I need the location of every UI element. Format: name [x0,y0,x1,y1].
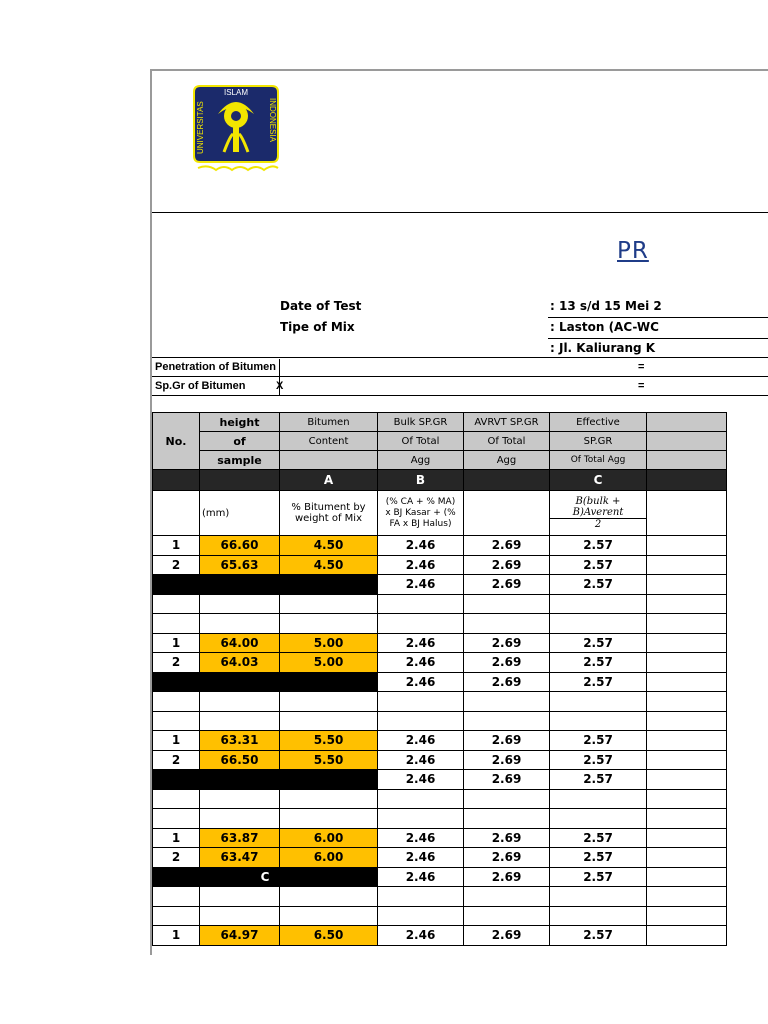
table-row [153,731,727,751]
empty-cell [280,906,378,926]
empty-cell [464,614,550,634]
date-value: : 13 s/d 15 Mei 2 [550,299,662,313]
logo-text-right: INDONESIA [268,98,277,143]
empty-cell [280,692,378,712]
unit-formula [550,491,647,536]
empty-cell [200,809,280,829]
empty-cell [378,906,464,926]
logo-text-top: ISLAM [223,88,249,97]
empty-cell [153,711,200,731]
row-no: 1 [153,828,200,848]
empty-cell [378,692,464,712]
header-eff-3: Of Total Agg [550,451,647,470]
header-height-3: sample [200,451,280,470]
average-label [153,770,378,790]
row-avrvt-spgr: 2.69 [464,555,550,575]
average-effective-spgr: 2.57 [550,867,647,887]
row-extra [647,633,727,653]
empty-cell [647,614,727,634]
average-row [153,770,727,790]
row-height: 63.31 [200,731,280,751]
row-effective-spgr: 2.57 [550,750,647,770]
empty-cell [200,692,280,712]
header-eff-1: Effective [550,413,647,432]
row-bulk-spgr: 2.46 [378,731,464,751]
row-bulk-spgr: 2.46 [378,633,464,653]
header-eff-2: SP.GR [550,432,647,451]
empty-cell [200,614,280,634]
average-row [153,867,727,887]
unit-height: (mm) [200,491,280,536]
row-avrvt-spgr: 2.69 [464,731,550,751]
header-avrvt-1: AVRVT SP.GR [464,413,550,432]
row-no: 2 [153,848,200,868]
spreadsheet-page [150,69,768,955]
empty-cell [550,906,647,926]
mix-value: : Laston (AC-WC [550,320,659,334]
empty-cell [200,789,280,809]
empty-cell [378,614,464,634]
header-bulk-2: Of Total [378,432,464,451]
empty-cell [153,906,200,926]
empty-cell [378,887,464,907]
average-effective-spgr: 2.57 [550,672,647,692]
empty-cell [647,809,727,829]
empty-cell [550,692,647,712]
empty-cell [200,594,280,614]
row-bulk-spgr: 2.46 [378,828,464,848]
average-extra [647,575,727,595]
table-row [153,926,727,946]
formula-numerator: B(bulk + B)Averent [550,496,646,519]
empty-cell [647,711,727,731]
row-bitumen: 4.50 [280,555,378,575]
empty-cell [550,887,647,907]
row-extra [647,848,727,868]
row-no: 2 [153,555,200,575]
empty-row [153,614,727,634]
row-avrvt-spgr: 2.69 [464,848,550,868]
table-row [153,555,727,575]
empty-cell [153,594,200,614]
row-extra [647,555,727,575]
average-bulk-spgr: 2.46 [378,770,464,790]
empty-cell [200,906,280,926]
average-extra [647,672,727,692]
empty-row [153,711,727,731]
header-extra-2 [647,432,727,451]
row-bitumen: 6.00 [280,828,378,848]
header-bitumen-3 [280,451,378,470]
average-bulk-spgr: 2.46 [378,867,464,887]
letter-c: C [550,470,647,491]
row-bitumen: 4.50 [280,536,378,556]
empty-cell [464,594,550,614]
row-effective-spgr: 2.57 [550,828,647,848]
empty-cell [153,887,200,907]
header-extra-3 [647,451,727,470]
row-extra [647,828,727,848]
empty-cell [378,594,464,614]
row-no: 1 [153,731,200,751]
info-divider [152,357,768,358]
row-bulk-spgr: 2.46 [378,750,464,770]
row-bulk-spgr: 2.46 [378,555,464,575]
average-bulk-spgr: 2.46 [378,672,464,692]
header-bitumen-1: Bitumen [280,413,378,432]
letter-cell [647,470,727,491]
date-underline [548,317,768,318]
spgr-mark: X [276,380,284,392]
average-label: C [153,867,378,887]
page-title: PR [617,238,649,264]
empty-row [153,906,727,926]
row-no: 1 [153,536,200,556]
header-row-2 [153,432,727,451]
unit-cell [647,491,727,536]
empty-row [153,594,727,614]
formula-denominator: 2 [594,518,602,530]
row-effective-spgr: 2.57 [550,926,647,946]
row-height: 66.50 [200,750,280,770]
empty-cell [280,887,378,907]
spgr-label: Sp.Gr of Bitumen [155,380,246,392]
average-label [153,575,378,595]
empty-cell [464,809,550,829]
row-avrvt-spgr: 2.69 [464,653,550,673]
empty-cell [647,906,727,926]
empty-cell [280,614,378,634]
unit-cell [464,491,550,536]
header-height-2: of [200,432,280,451]
penetration-divider [152,376,768,377]
average-row [153,672,727,692]
empty-cell [153,809,200,829]
row-effective-spgr: 2.57 [550,848,647,868]
row-avrvt-spgr: 2.69 [464,536,550,556]
row-no: 2 [153,653,200,673]
empty-cell [200,711,280,731]
row-no: 1 [153,633,200,653]
header-row-1 [153,413,727,432]
row-no: 1 [153,926,200,946]
empty-cell [378,809,464,829]
empty-cell [464,692,550,712]
row-bitumen: 6.00 [280,848,378,868]
header-height-1: height [200,413,280,432]
empty-cell [378,789,464,809]
header-bulk-3: Agg [378,451,464,470]
row-height: 64.97 [200,926,280,946]
penetration-label: Penetration of Bitumen [155,361,277,373]
empty-cell [647,789,727,809]
header-bulk-1: Bulk SP.GR [378,413,464,432]
row-avrvt-spgr: 2.69 [464,828,550,848]
average-row [153,575,727,595]
spgr-eq: = [638,380,645,392]
row-height: 66.60 [200,536,280,556]
row-effective-spgr: 2.57 [550,555,647,575]
average-effective-spgr: 2.57 [550,770,647,790]
logo-text-left: UNIVERSITAS [196,101,205,154]
spgr-divider [152,395,768,396]
row-bitumen: 5.50 [280,750,378,770]
empty-cell [550,594,647,614]
row-height: 63.87 [200,828,280,848]
empty-cell [153,614,200,634]
header-divider [152,212,768,213]
average-bulk-spgr: 2.46 [378,575,464,595]
row-no: 2 [153,750,200,770]
row-bulk-spgr: 2.46 [378,926,464,946]
letter-a: A [280,470,378,491]
empty-cell [647,692,727,712]
empty-cell [464,711,550,731]
empty-row [153,789,727,809]
row-avrvt-spgr: 2.69 [464,633,550,653]
data-table [152,412,727,946]
empty-cell [647,594,727,614]
header-no: No. [153,413,200,470]
empty-cell [153,692,200,712]
row-bitumen: 5.50 [280,731,378,751]
unit-bulk: (% CA + % MA) x BJ Kasar + (% FA x BJ Halus) [378,491,464,536]
header-avrvt-2: Of Total [464,432,550,451]
empty-cell [550,711,647,731]
university-logo [188,84,284,176]
date-label: Date of Test [280,299,362,313]
average-label [153,672,378,692]
table-row [153,828,727,848]
row-effective-spgr: 2.57 [550,731,647,751]
letter-cell [200,470,280,491]
average-avrvt-spgr: 2.69 [464,867,550,887]
row-effective-spgr: 2.57 [550,536,647,556]
unit-cell [153,491,200,536]
empty-cell [550,614,647,634]
row-height: 65.63 [200,555,280,575]
row-bitumen: 5.00 [280,633,378,653]
row-bulk-spgr: 2.46 [378,653,464,673]
row-avrvt-spgr: 2.69 [464,926,550,946]
unit-row [153,491,727,536]
row-height: 64.03 [200,653,280,673]
row-extra [647,653,727,673]
average-effective-spgr: 2.57 [550,575,647,595]
row-effective-spgr: 2.57 [550,633,647,653]
row-extra [647,731,727,751]
average-avrvt-spgr: 2.69 [464,672,550,692]
row-avrvt-spgr: 2.69 [464,750,550,770]
average-avrvt-spgr: 2.69 [464,770,550,790]
row-extra [647,536,727,556]
row-bulk-spgr: 2.46 [378,848,464,868]
empty-cell [378,711,464,731]
row-effective-spgr: 2.57 [550,653,647,673]
mix-label: Tipe of Mix [280,320,355,334]
row-bulk-spgr: 2.46 [378,536,464,556]
average-extra [647,770,727,790]
letter-row [153,470,727,491]
row-height: 63.47 [200,848,280,868]
row-height: 64.00 [200,633,280,653]
empty-cell [280,809,378,829]
empty-cell [647,887,727,907]
row-extra [647,750,727,770]
empty-cell [280,789,378,809]
table-row [153,848,727,868]
letter-b: B [378,470,464,491]
empty-row [153,809,727,829]
table-row [153,750,727,770]
empty-cell [464,789,550,809]
header-extra-1 [647,413,727,432]
letter-cell [464,470,550,491]
empty-cell [464,887,550,907]
empty-cell [280,594,378,614]
empty-row [153,887,727,907]
location-value: : Jl. Kaliurang K [550,341,656,355]
table-row [153,536,727,556]
empty-cell [464,906,550,926]
table-row [153,653,727,673]
header-avrvt-3: Agg [464,451,550,470]
header-bitumen-2: Content [280,432,378,451]
empty-cell [550,809,647,829]
penetration-eq: = [638,361,645,373]
table-row [153,633,727,653]
average-avrvt-spgr: 2.69 [464,575,550,595]
empty-cell [550,789,647,809]
row-extra [647,926,727,946]
average-extra [647,867,727,887]
unit-bitumen: % Bitument by weight of Mix [280,491,378,536]
row-bitumen: 6.50 [280,926,378,946]
letter-cell [153,470,200,491]
empty-cell [153,789,200,809]
mix-underline [548,338,768,339]
empty-cell [200,887,280,907]
row-bitumen: 5.00 [280,653,378,673]
header-row-3 [153,451,727,470]
empty-cell [280,711,378,731]
empty-row [153,692,727,712]
